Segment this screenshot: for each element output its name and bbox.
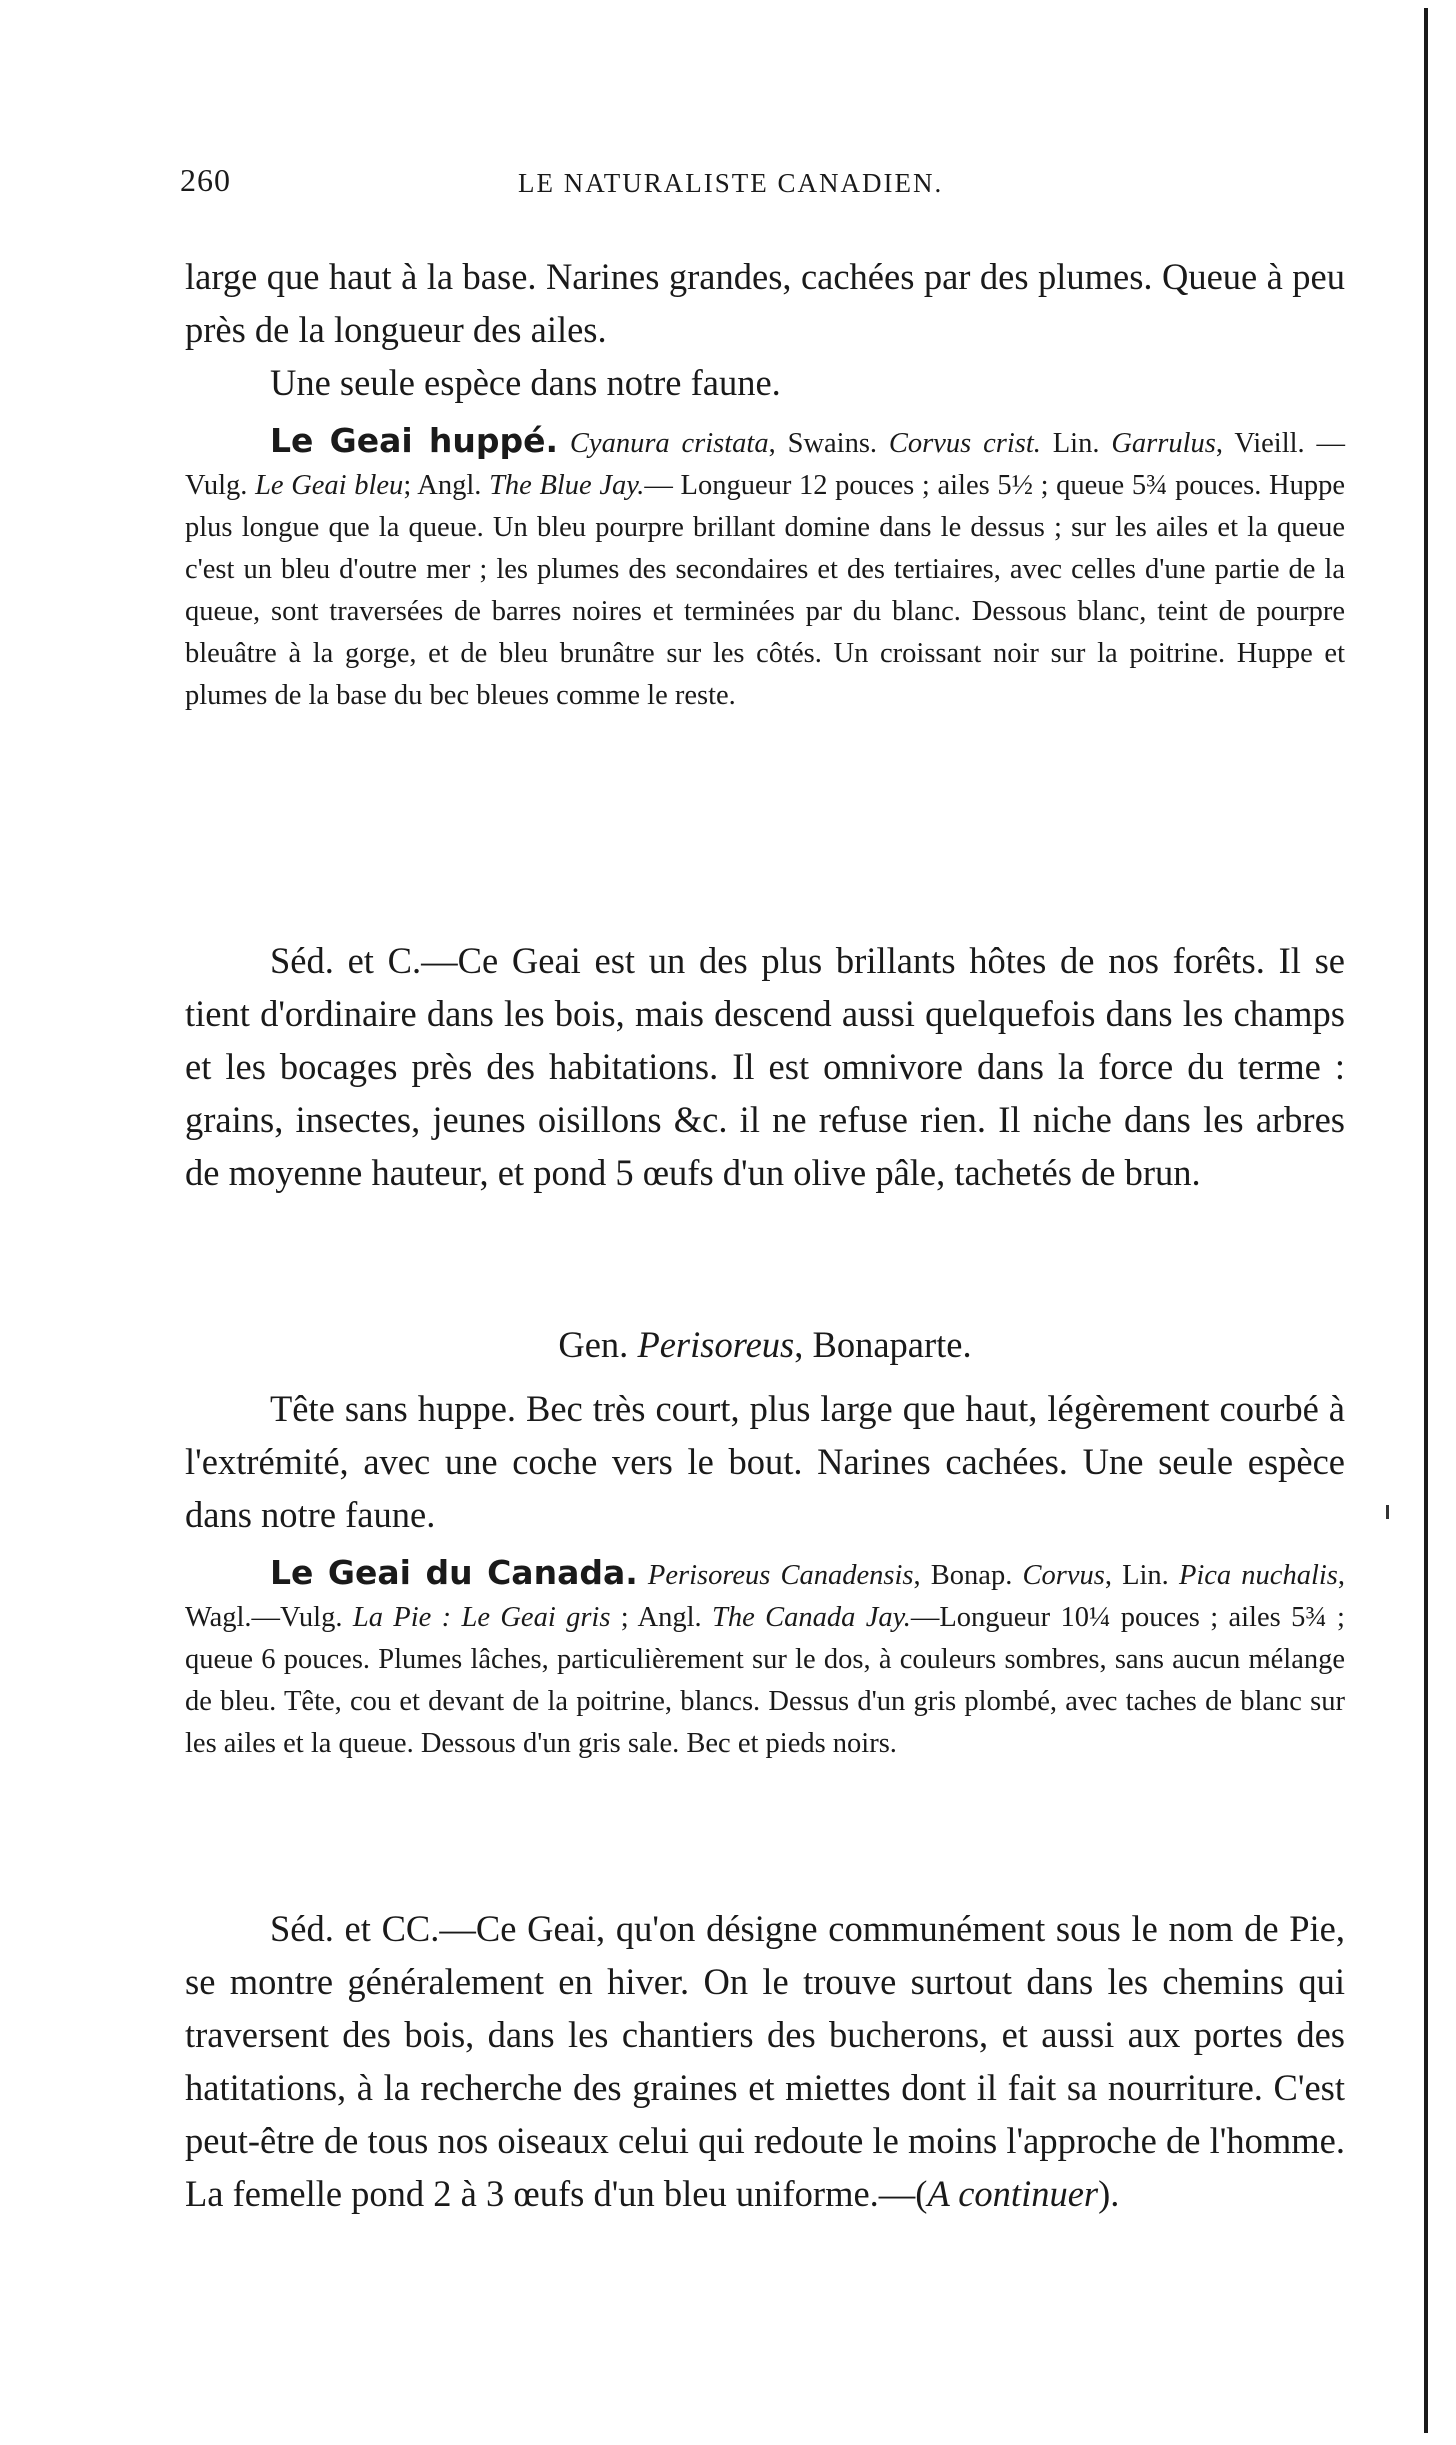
common-name-en: The Canada Jay. xyxy=(712,1602,911,1633)
description-text: — Longueur 12 pouces ; ailes 5½ ; queue 5¾ pouces. Huppe plus longue que la queue. Un bleu pourpre brillant domine dans le dessus ; sur les ailes et la queue c'est un bleu d'outre mer ; les plumes des secondaires et des tertiaires, avec celles d'une partie de la queue, sont traversées de barres noires et terminées par du blanc. Dessous blanc, teint de pourpre bleuâtre à la gorge, et de bleu brunâtre sur les côtés. Un croissant noir sur la poitrine. Huppe et plumes de la base du bec bleues comme le reste. xyxy=(185,470,1345,711)
running-head: LE NATURALISTE CANADIEN. xyxy=(518,168,944,198)
citation-text: ; Angl. xyxy=(403,470,490,501)
species-canada-jay-description xyxy=(185,1552,1345,1765)
genus-heading xyxy=(185,1318,1345,1371)
scientific-name: Corvus xyxy=(1022,1560,1105,1591)
citation-text: Lin. xyxy=(1040,428,1112,459)
scientific-name: Garrulus xyxy=(1111,428,1216,459)
genus-name: Perisoreus xyxy=(637,1324,795,1365)
genus-prefix: Gen. xyxy=(558,1324,638,1365)
species-name-blue-jay: Le Geai huppé. xyxy=(270,421,559,460)
species-blue-jay-description xyxy=(185,420,1345,717)
page-edge-rule xyxy=(1424,8,1428,2433)
continuation-note: A continuer xyxy=(927,2173,1099,2214)
scientific-name: Cyanura cristata xyxy=(569,428,769,459)
common-name-en: The Blue Jay. xyxy=(489,470,645,501)
paragraph-species-count: Une seule espèce dans notre faune. xyxy=(270,362,781,403)
species-canada-jay-habits xyxy=(185,1902,1345,2220)
page-number: 260 xyxy=(180,162,231,198)
scientific-name: Corvus crist. xyxy=(888,428,1041,459)
scientific-name: Perisoreus Canadensis xyxy=(647,1560,914,1591)
citation-text: , Vieill. — Vulg. xyxy=(185,428,1346,501)
citation-text: , Swains. xyxy=(768,428,889,459)
page-header xyxy=(180,162,1320,212)
citation-text: , Lin. xyxy=(1104,1560,1179,1591)
genus-author: , Bonaparte. xyxy=(794,1324,972,1365)
genus-description: Tête sans huppe. Bec très court, plus large que haut, légèrement courbé à l'extrémité, avec une coche vers le bout. Narines cachées. Une seule espèce dans notre faune. xyxy=(185,1388,1345,1535)
citation-text: , Wagl.—Vulg. xyxy=(185,1560,1346,1633)
citation-text: ; Angl. xyxy=(610,1602,712,1633)
species-blue-jay-habits: Séd. et C.—Ce Geai est un des plus brillants hôtes de nos forêts. Il se tient d'ordinaire dans les bois, mais descend aussi quelquefois dans les champs et les bocages près des habitations. Il est omnivore dans la force du terme : grains, insectes, jeunes oisillons &c. il ne refuse rien. Il niche dans les arbres de moyenne hauteur, et pond 5 œufs d'un olive pâle, tachetés de brun. xyxy=(185,940,1345,1193)
species-name-canada-jay: Le Geai du Canada. xyxy=(270,1553,638,1592)
margin-mark xyxy=(1386,1505,1389,1519)
habits-text: Séd. et CC.—Ce Geai, qu'on désigne communément sous le nom de Pie, se montre généralement en hiver. On le trouve surtout dans les chemins qui traversent des bois, dans les chantiers des bucherons, et aussi aux portes des hatitations, à la recherche des graines et miettes dont il fait sa nourriture. C'est peut-être de tous nos oiseaux celui qui redoute le moins l'approche de l'homme. La femelle pond 2 à 3 œufs d'un bleu uniforme.—( xyxy=(185,1908,1345,2214)
common-name-fr: Le Geai bleu xyxy=(255,470,404,501)
common-name-fr: La Pie : Le Geai gris xyxy=(352,1602,611,1633)
paragraph-continuation: large que haut à la base. Narines grandes, cachées par des plumes. Queue à peu près de la longueur des ailes. xyxy=(185,256,1345,350)
citation-text: , Bonap. xyxy=(913,1560,1023,1591)
scientific-name: Pica nuchalis xyxy=(1178,1560,1338,1591)
description-text: —Longueur 10¼ pouces ; ailes 5¾ ; queue 6 pouces. Plumes lâches, particulièrement sur le dos, à couleurs sombres, sans aucun mélange de bleu. Tête, cou et devant de la poitrine, blancs. Dessus d'un gris plombé, avec taches de blanc sur les ailes et la queue. Dessous d'un gris sale. Bec et pieds noirs. xyxy=(185,1602,1345,1759)
habits-end: ). xyxy=(1098,2173,1120,2214)
